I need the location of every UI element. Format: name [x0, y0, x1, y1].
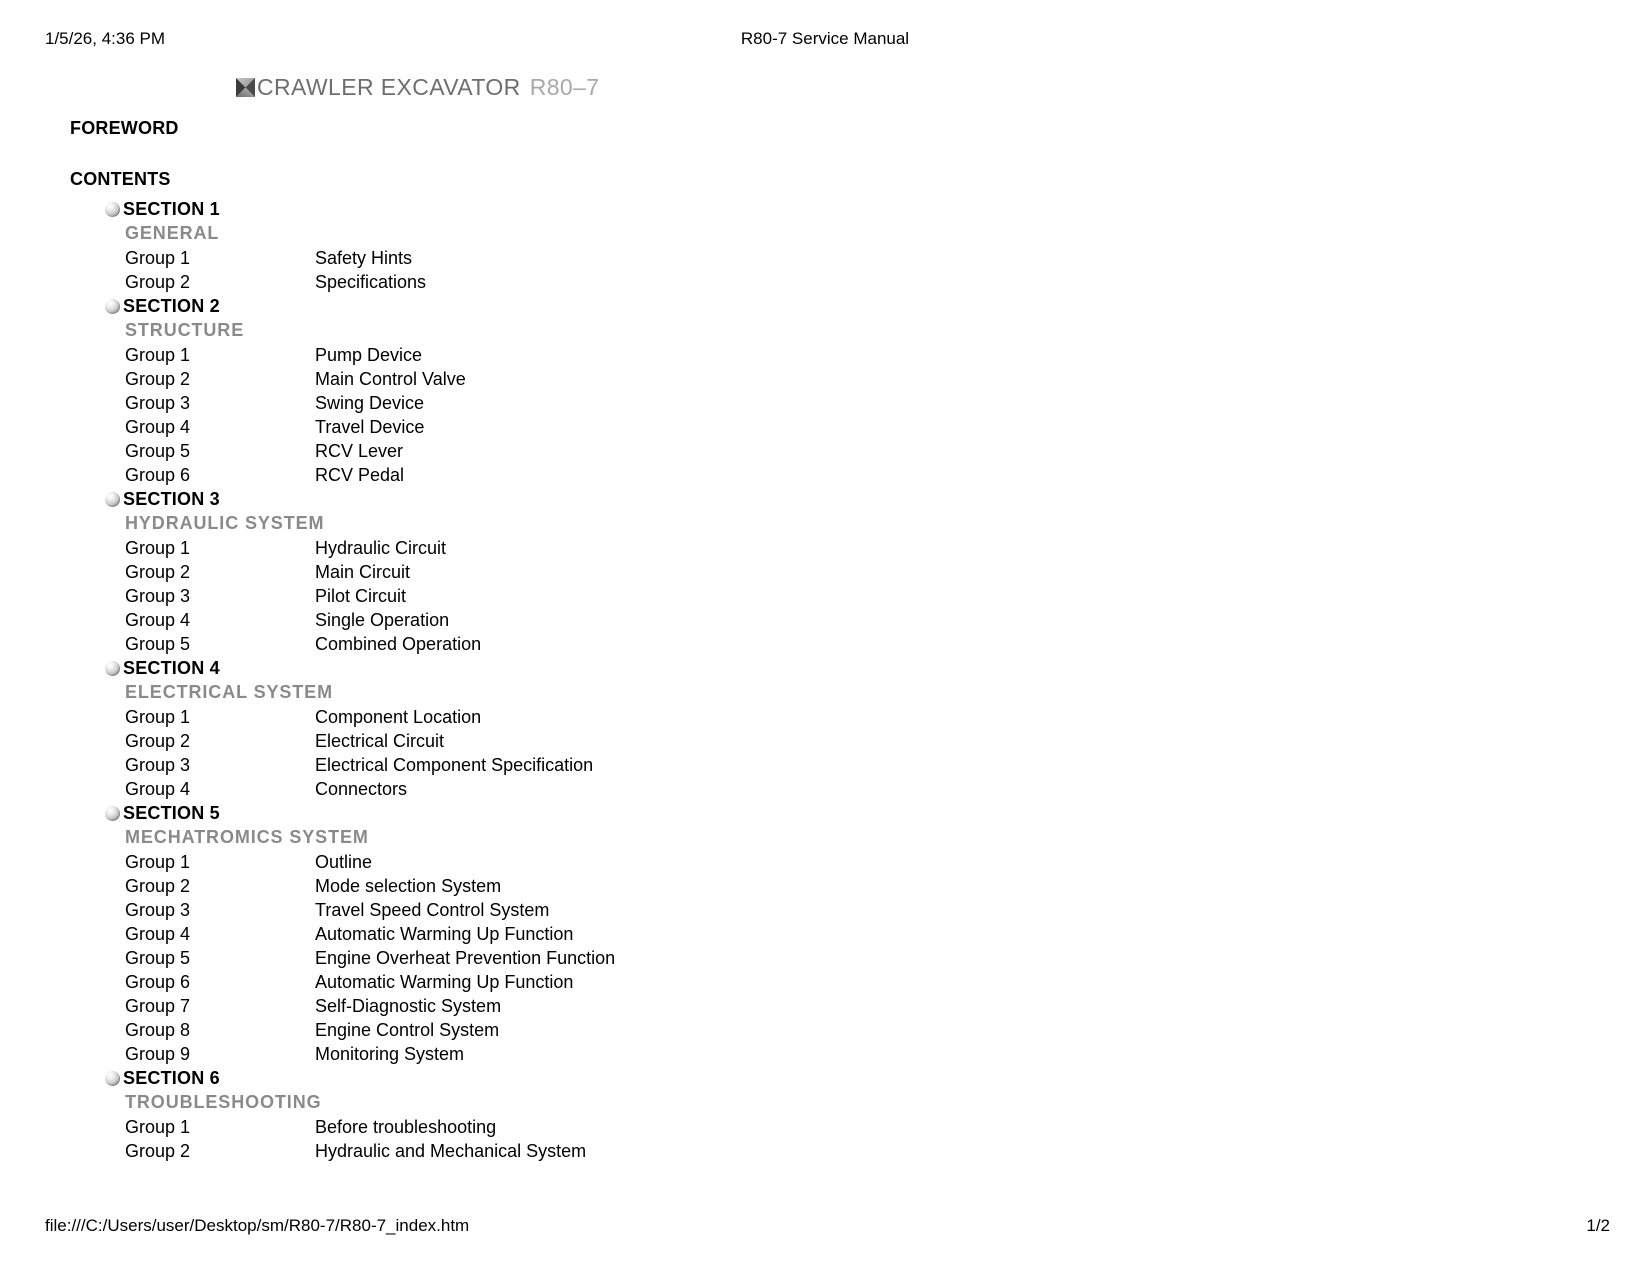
group-title: Engine Control System [315, 1019, 500, 1040]
toc-group-row[interactable] [125, 898, 1650, 922]
foreword-heading[interactable]: FOREWORD [70, 118, 179, 138]
table-of-contents [70, 197, 1650, 1163]
toc-group-row[interactable] [125, 560, 1650, 584]
toc-group-row[interactable] [125, 463, 1650, 487]
group-title: Before troubleshooting [315, 1116, 497, 1137]
group-number: Group 1 [125, 706, 191, 727]
toc-group-row[interactable] [125, 946, 1650, 970]
group-title: Pump Device [315, 344, 423, 365]
group-title: Automatic Warming Up Function [315, 923, 574, 944]
group-number: Group 1 [125, 247, 191, 268]
document-body [0, 70, 1650, 1163]
group-number: Group 5 [125, 440, 191, 461]
group-title: Swing Device [315, 392, 425, 413]
section-label: SECTION 1 [123, 198, 220, 219]
toc-group-row[interactable] [125, 922, 1650, 946]
print-document-title: R80-7 Service Manual [740, 29, 910, 48]
sphere-bullet-icon [105, 661, 120, 676]
group-number: Group 8 [125, 1019, 191, 1040]
group-title: Safety Hints [315, 247, 413, 268]
group-title: Electrical Circuit [315, 730, 445, 751]
print-file-url: file:///C:/Users/user/Desktop/sm/R80-7/R80-7_index.htm [45, 1216, 470, 1235]
group-title: Outline [315, 851, 373, 872]
group-number: Group 7 [125, 995, 191, 1016]
group-title: RCV Pedal [315, 464, 405, 485]
group-title: Travel Device [315, 416, 425, 437]
group-title: Automatic Warming Up Function [315, 971, 574, 992]
group-title: Specifications [315, 271, 427, 292]
group-title: RCV Lever [315, 440, 404, 461]
sphere-bullet-icon [105, 299, 120, 314]
toc-group-row[interactable] [125, 874, 1650, 898]
toc-group-row[interactable] [125, 246, 1650, 270]
group-title: Pilot Circuit [315, 585, 407, 606]
group-title: Component Location [315, 706, 482, 727]
group-number: Group 6 [125, 464, 191, 485]
group-number: Group 4 [125, 609, 191, 630]
group-number: Group 1 [125, 1116, 191, 1137]
group-title: Mode selection System [315, 875, 502, 896]
group-title: Main Control Valve [315, 368, 466, 389]
toc-group-row[interactable] [125, 536, 1650, 560]
group-number: Group 3 [125, 754, 191, 775]
group-number: Group 4 [125, 416, 191, 437]
section-label: SECTION 2 [123, 295, 220, 316]
group-number: Group 5 [125, 947, 191, 968]
toc-group-row[interactable] [125, 270, 1650, 294]
toc-system-name-5: MECHATROMICS SYSTEM [125, 827, 369, 847]
toc-group-row[interactable] [125, 970, 1650, 994]
toc-group-row[interactable] [125, 850, 1650, 874]
group-number: Group 2 [125, 875, 191, 896]
group-number: Group 1 [125, 344, 191, 365]
document-title [236, 70, 1650, 104]
toc-group-row[interactable] [125, 608, 1650, 632]
toc-section-3[interactable] [105, 487, 1650, 511]
print-page-number: 1/2 [1586, 1216, 1610, 1235]
toc-system-name-6: TROUBLESHOOTING [125, 1092, 322, 1112]
toc-group-row[interactable] [125, 1042, 1650, 1066]
print-timestamp: 1/5/26, 4:36 PM [45, 29, 166, 48]
toc-group-row[interactable] [125, 994, 1650, 1018]
group-number: Group 2 [125, 368, 191, 389]
group-number: Group 2 [125, 1140, 191, 1161]
toc-system-name-2: STRUCTURE [125, 320, 245, 340]
group-number: Group 9 [125, 1043, 191, 1064]
toc-group-row[interactable] [125, 753, 1650, 777]
toc-system-name-4: ELECTRICAL SYSTEM [125, 682, 333, 702]
group-number: Group 3 [125, 392, 191, 413]
toc-group-row[interactable] [125, 705, 1650, 729]
toc-section-4[interactable] [105, 656, 1650, 680]
group-title: Combined Operation [315, 633, 482, 654]
group-title: Engine Overheat Prevention Function [315, 947, 616, 968]
group-number: Group 1 [125, 537, 191, 558]
group-title: Electrical Component Specification [315, 754, 594, 775]
toc-group-row[interactable] [125, 439, 1650, 463]
toc-group-row[interactable] [125, 367, 1650, 391]
print-header [0, 28, 1650, 50]
title-main-text: CRAWLER EXCAVATOR [257, 73, 521, 100]
toc-system-name-1: GENERAL [125, 223, 220, 243]
group-number: Group 5 [125, 633, 191, 654]
group-number: Group 3 [125, 899, 191, 920]
toc-group-row[interactable] [125, 729, 1650, 753]
group-title: Connectors [315, 778, 408, 799]
toc-group-row[interactable] [125, 415, 1650, 439]
group-number: Group 2 [125, 561, 191, 582]
group-title: Main Circuit [315, 561, 411, 582]
group-number: Group 6 [125, 971, 191, 992]
group-number: Group 2 [125, 271, 191, 292]
contents-heading: CONTENTS [70, 169, 171, 189]
section-label: SECTION 4 [123, 657, 220, 678]
toc-section-2[interactable] [105, 294, 1650, 318]
toc-system-name-3: HYDRAULIC SYSTEM [125, 513, 325, 533]
toc-group-row[interactable] [125, 1139, 1650, 1163]
toc-section-6[interactable] [105, 1066, 1650, 1090]
group-title: Monitoring System [315, 1043, 465, 1064]
toc-section-1[interactable] [105, 197, 1650, 221]
toc-group-row[interactable] [125, 391, 1650, 415]
sphere-bullet-icon [105, 202, 120, 217]
group-number: Group 1 [125, 851, 191, 872]
group-title: Hydraulic Circuit [315, 537, 447, 558]
group-title: Travel Speed Control System [315, 899, 550, 920]
section-label: SECTION 5 [123, 802, 220, 823]
title-model-text: R80–7 [529, 73, 600, 100]
section-label: SECTION 3 [123, 488, 220, 509]
group-title: Single Operation [315, 609, 450, 630]
toc-group-row[interactable] [125, 1115, 1650, 1139]
group-number: Group 4 [125, 778, 191, 799]
toc-group-row[interactable] [125, 343, 1650, 367]
group-title: Hydraulic and Mechanical System [315, 1140, 587, 1161]
group-title: Self-Diagnostic System [315, 995, 502, 1016]
toc-group-row[interactable] [125, 777, 1650, 801]
group-number: Group 2 [125, 730, 191, 751]
toc-group-row[interactable] [125, 1018, 1650, 1042]
toc-group-row[interactable] [125, 632, 1650, 656]
toc-group-row[interactable] [125, 584, 1650, 608]
sphere-bullet-icon [105, 492, 120, 507]
group-number: Group 3 [125, 585, 191, 606]
print-footer [0, 1215, 1650, 1237]
toc-section-5[interactable] [105, 801, 1650, 825]
sphere-bullet-icon [105, 806, 120, 821]
group-number: Group 4 [125, 923, 191, 944]
sphere-bullet-icon [105, 1071, 120, 1086]
section-label: SECTION 6 [123, 1067, 220, 1088]
excavator-logo-icon [236, 78, 255, 97]
